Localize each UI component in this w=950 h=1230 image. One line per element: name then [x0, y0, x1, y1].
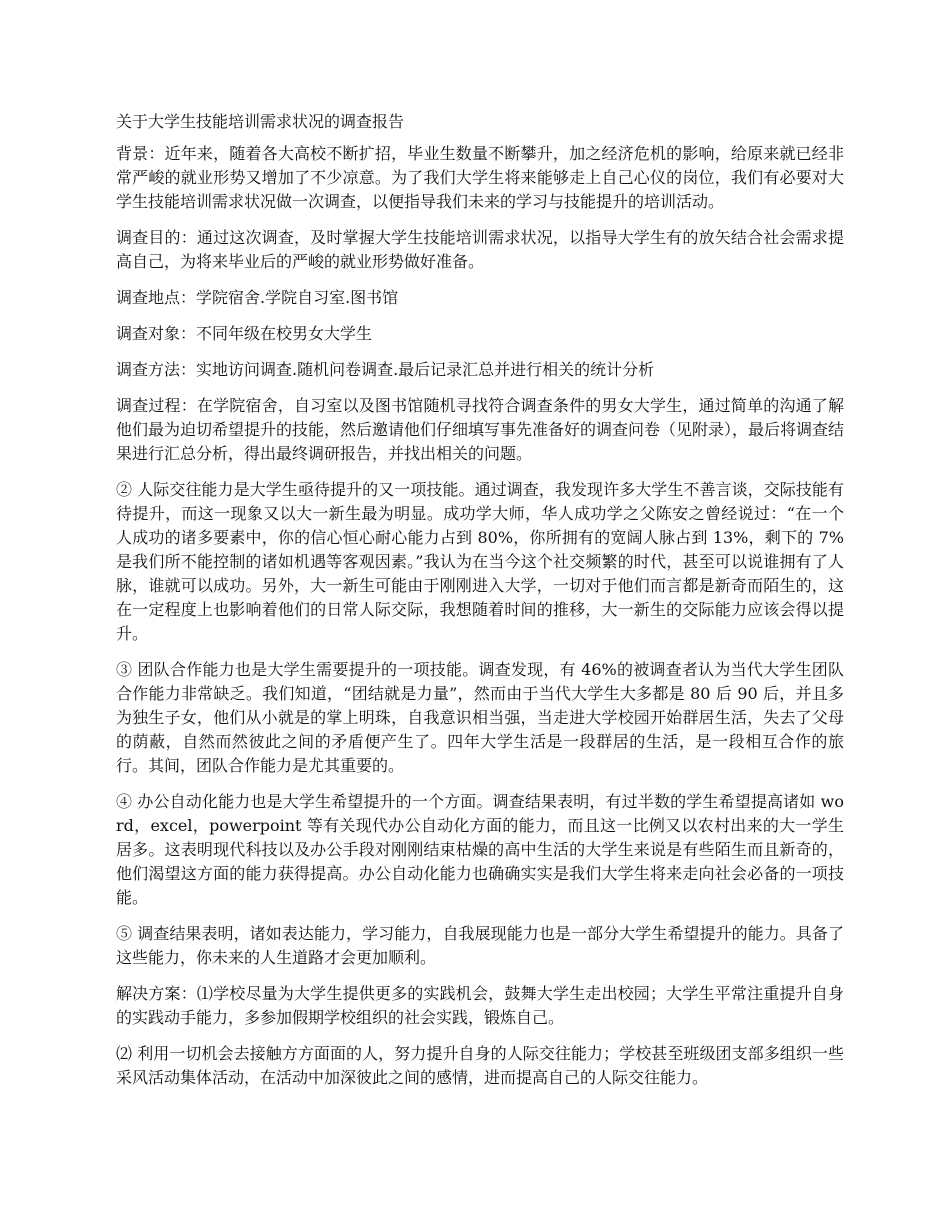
- paragraph-item-3: ③ 团队合作能力也是大学生需要提升的一项技能。调查发现，有 46%的被调查者认为当代大学生团队合作能力非常缺乏。我们知道，“团结就是力量”，然而由于当代大学生大多都是 80 后 90 后，并且多为独生子女，他们从小就是的掌上明珠，自我意识相当强，当走进大学校园开始群居生活，失去了父母的荫蔽，自然而然彼此之间的矛盾便产生了。四年大学生活是一段群居的生活，是一段相互合作的旅行。其间，团队合作能力是尤其重要的。: [116, 660, 844, 775]
- paragraph-subjects: 调查对象：不同年级在校男女大学生: [116, 324, 373, 343]
- document-page: [116, 110, 844, 1102]
- paragraph-purpose: 调查目的：通过这次调查，及时掌握大学生技能培训需求状况，以指导大学生有的放矢结合社会需求提高自己，为将来毕业后的严峻的就业形势做好准备。: [116, 228, 844, 271]
- paragraph-solution-1: 解决方案：⑴学校尽量为大学生提供更多的实践机会，鼓舞大学生走出校园；大学生平常注重提升自身的实践动手能力，多参加假期学校组织的社会实践，锻炼自己。: [116, 984, 844, 1027]
- paragraph-solution-2: ⑵ 利用一切机会去接触方方面面的人，努力提升自身的人际交往能力；学校甚至班级团支部多组织一些采风活动集体活动，在活动中加深彼此之间的感情，进而提高自己的人际交往能力。: [116, 1044, 844, 1087]
- paragraph-location: 调查地点：学院宿舍.学院自习室.图书馆: [116, 288, 399, 307]
- paragraph-method: 调查方法：实地访问调查.随机问卷调查.最后记录汇总并进行相关的统计分析: [116, 360, 655, 379]
- paragraph-item-2: ② 人际交往能力是大学生亟待提升的又一项技能。通过调查，我发现许多大学生不善言谈，交际技能有待提升，而这一现象又以大一新生最为明显。成功学大师，华人成功学之父陈安之曾经说过：“在一个人成功的诸多要素中，你的信心恒心耐心能力占到 80%，你所拥有的宽阔人脉占到 13%，剩下的 7%是我们所不能控制的诸如机遇等客观因素。”我认为在当今这个社交频繁的时代，甚至可以说谁拥有了人脉，谁就可以成功。另外，大一新生可能由于刚刚进入大学，一切对于他们而言都是新奇而陌生的，这在一定程度上也影响着他们的日常人际交际，我想随着时间的推移，大一新生的交际能力应该会得以提升。: [116, 480, 844, 643]
- paragraph-item-4: ④ 办公自动化能力也是大学生希望提升的一个方面。调查结果表明，有过半数的学生希望提高诸如 word，excel，powerpoint 等有关现代办公自动化方面的能力，而且这一比例又以农村出来的大一学生居多。这表明现代科技以及办公手段对刚刚结束枯燥的高中生活的大学生来说是有些陌生而且新奇的，他们渴望这方面的能力获得提高。办公自动化能力也确确实实是我们大学生将来走向社会必备的一项技能。: [116, 792, 844, 907]
- document-title: 关于大学生技能培训需求状况的调查报告: [116, 112, 405, 131]
- paragraph-item-5: ⑤ 调查结果表明，诸如表达能力，学习能力，自我展现能力也是一部分大学生希望提升的能力。具备了这些能力，你未来的人生道路才会更加顺利。: [116, 924, 844, 967]
- paragraph-process: 调查过程：在学院宿舍，自习室以及图书馆随机寻找符合调查条件的男女大学生，通过简单的沟通了解他们最为迫切希望提升的技能，然后邀请他们仔细填写事先准备好的调查问卷（见附录），最后将调查结果进行汇总分析，得出最终调研报告，并找出相关的问题。: [116, 396, 845, 463]
- paragraph-background: 背景：近年来，随着各大高校不断扩招，毕业生数量不断攀升，加之经济危机的影响，给原来就已经非常严峻的就业形势又增加了不少凉意。为了我们大学生将来能够走上自己心仪的岗位，我们有必要对大学生技能培训需求状况做一次调查，以便指导我们未来的学习与技能提升的培训活动。: [116, 144, 844, 211]
